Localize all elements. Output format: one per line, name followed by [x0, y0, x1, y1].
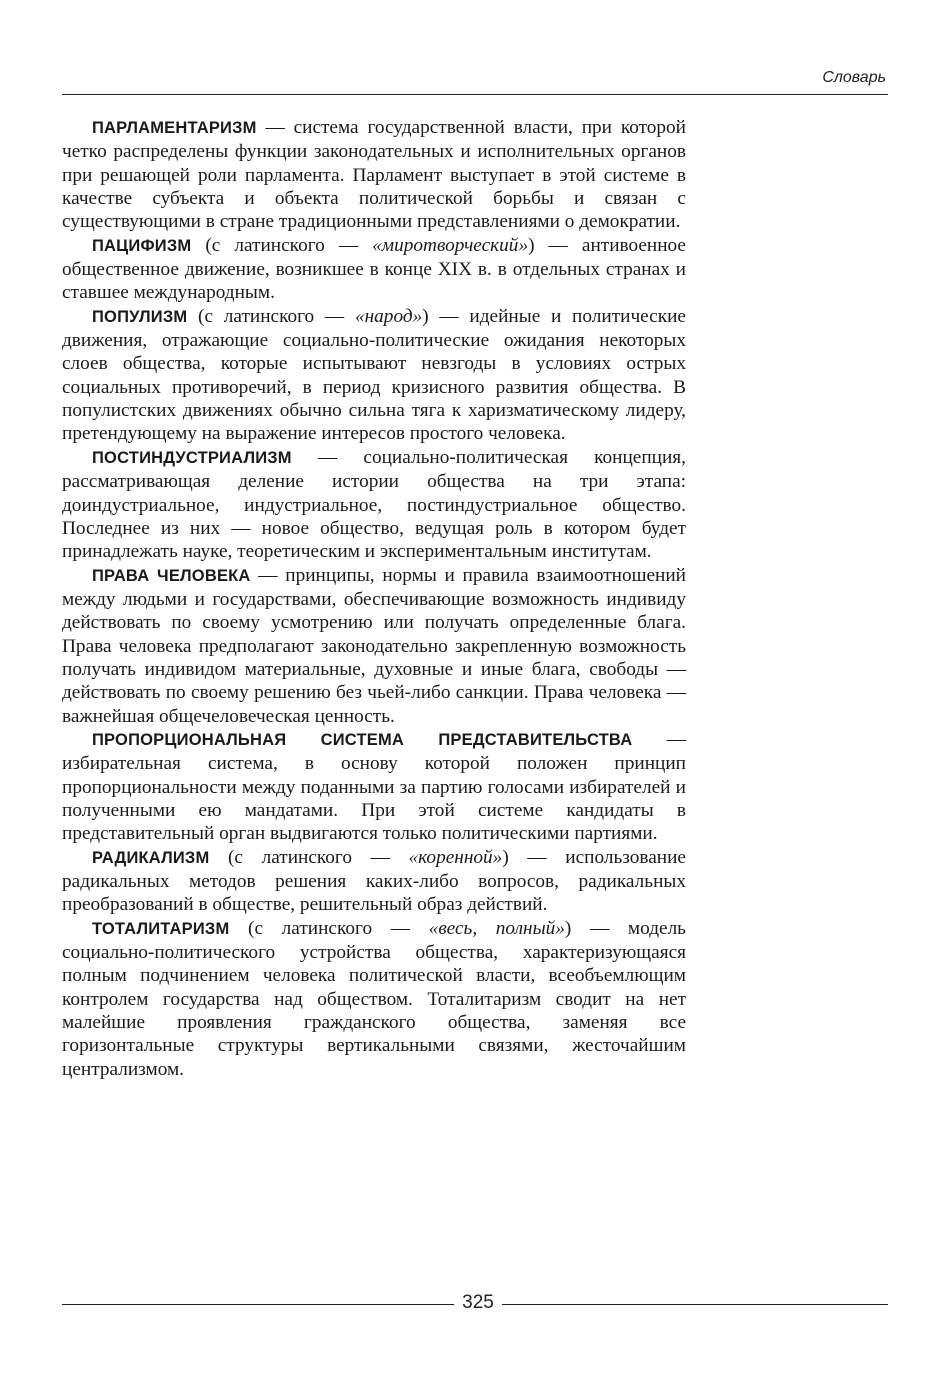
entry-origin-prefix: (с латинского —	[229, 917, 429, 939]
glossary-content	[62, 116, 686, 1081]
footer-rule-right	[502, 1304, 888, 1305]
entry-origin-suffix: )	[422, 305, 429, 327]
entry-origin-suffix: )	[528, 234, 535, 256]
entry-term: ПРАВА ЧЕЛОВЕКА	[92, 566, 251, 585]
entry-definition: — принципы, нормы и правила взаимоотношений между людьми и государствами, обеспечивающие возможность индивиду действовать по своему усмотрению или получать определенные блага. Права человека предполагают законодательно закрепленную возможность получать индивидом материальные, духовные и иные блага, свободы — действовать по своему решению без чьей-либо санкции. Права человека — важнейшая общечеловеческая ценность.	[62, 564, 686, 727]
entry-definition: — использование радикальных методов решения каких-либо вопросов, радикальных преобразований в обществе, решительный образ действий.	[62, 846, 686, 916]
entry-origin-suffix: )	[564, 917, 572, 939]
entry-definition: — социально-политическая концепция, рассматривающая деление истории общества на три этапа: доиндустриальное, индустриальное, постиндустриальное общество. Последнее из них — новое общество, ведущая роль в котором будет принадлежать науке, теоретическим и экспериментальным институтам.	[62, 446, 686, 563]
entry-origin-prefix: (с латинского —	[209, 846, 409, 868]
entry-definition: — антивоенное общественное движение, возникшее в конце XIX в. в отдельных странах и ставшее международным.	[62, 234, 686, 304]
entry-term: ПОСТИНДУСТРИАЛИЗМ	[92, 448, 292, 467]
glossary-entry-proportional-system	[62, 728, 686, 846]
section-title: Словарь	[822, 69, 886, 86]
entry-origin-word: «народ»	[354, 305, 423, 327]
entry-term: ПРОПОРЦИОНАЛЬНАЯ СИСТЕМА ПРЕДСТАВИТЕЛЬСТВА	[92, 730, 633, 749]
glossary-entry-parliamentarism	[62, 116, 686, 234]
page-number: 325	[462, 1292, 494, 1313]
page-footer	[62, 1290, 888, 1320]
entry-origin-suffix: )	[502, 846, 509, 868]
entry-origin-word: «миротворческий»	[372, 234, 529, 256]
entry-origin-prefix: (с латинского —	[191, 234, 373, 256]
entry-term: ПАРЛАМЕНТАРИЗМ	[92, 119, 257, 137]
footer-rule-left	[62, 1304, 454, 1305]
entry-definition: — система государственной власти, при которой четко распределены функции законодательных и исполнительных органов при решающей роли парламента. Парламент выступает в этой системе в качестве субъекта и объекта политической борьбы и связан с существующими в стране традиционными представлениями о демократии.	[62, 117, 686, 233]
glossary-entry-populism	[62, 305, 686, 446]
glossary-entry-postindustrialism	[62, 446, 686, 564]
entry-term: ПАЦИФИЗМ	[92, 236, 192, 255]
glossary-entry-human-rights	[62, 564, 686, 728]
entry-term: РАДИКАЛИЗМ	[92, 848, 210, 867]
entry-definition: — модель социально-политического устройства общества, характеризующаяся полным подчинением человека политической власти, всеобъемлющим контролем государства над обществом. Тоталитаризм сводит на нет малейшие проявления гражданского общества, заменяя все горизонтальные структуры вертикальными связями, жесточайшим централизмом.	[62, 917, 686, 1080]
glossary-entry-pacifism	[62, 234, 686, 305]
entry-origin-word: «весь, полный»	[428, 917, 565, 939]
entry-origin-word: «коренной»	[408, 846, 503, 868]
glossary-entry-totalitarianism	[62, 917, 686, 1081]
entry-origin-prefix: (с латинского —	[187, 305, 355, 327]
entry-definition: — избирательная система, в основу которой положен принцип пропорциональности между поданными за партию голосами избирателей и полученными ею мандатами. При этой системе кандидаты в представительный орган выдвигаются только политическими партиями.	[62, 728, 686, 845]
glossary-entry-radicalism	[62, 846, 686, 917]
page-header	[62, 68, 888, 95]
entry-term: ПОПУЛИЗМ	[92, 307, 188, 326]
entry-term: ТОТАЛИТАРИЗМ	[92, 919, 230, 938]
entry-definition: — идейные и политические движения, отражающие социально-политические ожидания некоторых слоев общества, которые испытывают невзгоды в условиях острых социальных противоречий, в период кризисного развития общества. В популистских движениях обычно сильна тяга к харизматическому лидеру, претендующему на выражение интересов простого человека.	[62, 305, 686, 445]
